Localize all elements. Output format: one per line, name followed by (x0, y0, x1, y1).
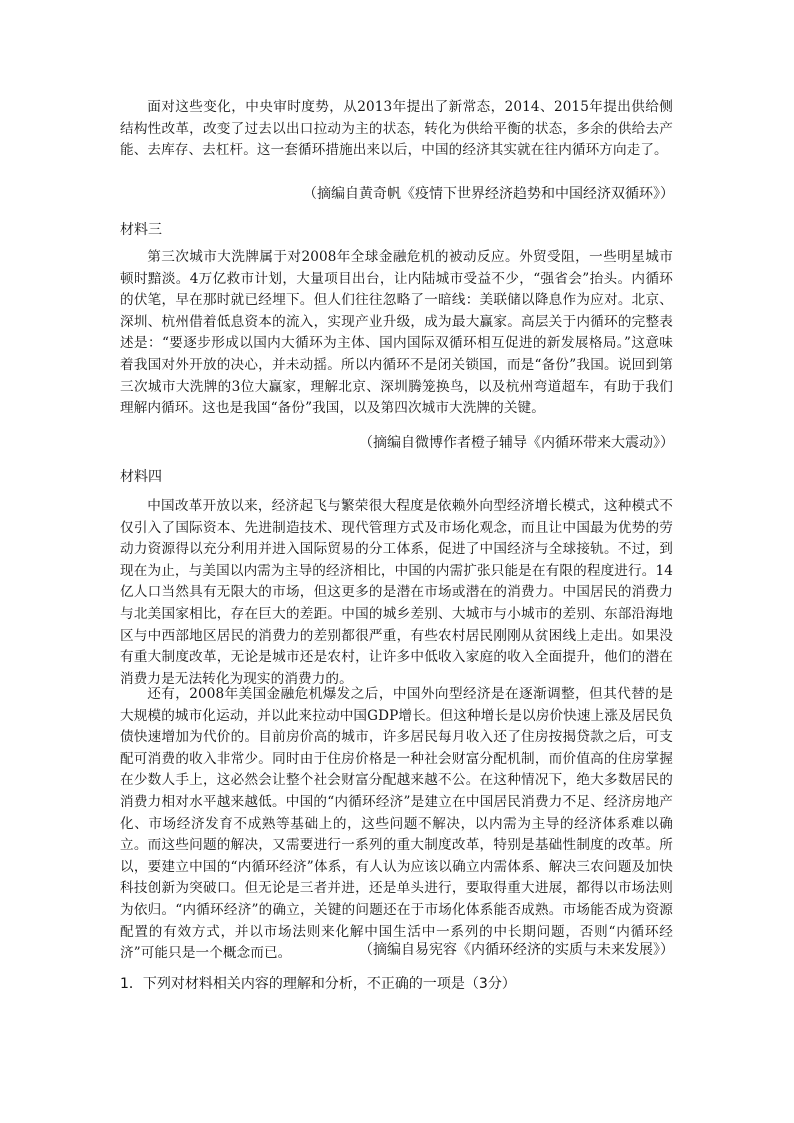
paragraph-4: 还有，2008年美国金融危机爆发之后，中国外向型经济是在逐渐调整，但其代替的是大规模的城市化运动，并以此来拉动中国GDP增长。但这种增长是以房价快速上涨及居民负债快速增加为代价的。目前房价高的城市，许多居民每月收入还了住房按揭贷款之后，可支配可消费的收入非常少。同时由于住房价格是一种社会财富分配机制，而价值高的住房掌握在少数人手上，这必然会让整个社会财富分配越来越不公。在这种情况下，绝大多数居民的消费力相对水平越来越低。中国的“内循环经济”是建立在中国居民消费力不足、经济房地产化、市场经济发育不成熟等基础上的，这些问题不解决，以内需为主导的经济体系难以确立。而这些问题的解决，又需要进行一系列的重大制度改革，特别是基础性制度的改革。所以，要建立中国的“内循环经济”体系，有人认为应该以确立内需体系、解决三农问题及加快科技创新为突破口。但无论是三者并进，还是单头进行，要取得重大进展，都得以市场法则为依归。“内循环经济”的确立，关键的问题还在于市场化体系能否成熟。市场能否成为资源配置的有效方式，并以市场法则来化解中国生活中一系列的中长期问题，否则“内循环经济”可能只是一个概念而已。 (120, 686, 673, 962)
paragraph-2: 第三次城市大洗牌属于对2008年全球金融危机的被动反应。外贸受阻，一些明星城市顿时黯淡。4万亿救市计划，大量项目出台，让内陆城市受益不少，“强省会”抬头。内循环的伏笔，早在那时就已经埋下。但人们往往忽略了一暗线：美联储以降息作为应对。北京、深圳、杭州借着低息资本的流入，实现产业升级，成为最大赢家。高层关于内循环的完整表述是：“要逐步形成以国内大循环为主体、国内国际双循环相互促进的新发展格局。”这意味着我国对外开放的决心，并未动摇。所以内循环不是闭关锁国，而是“备份”我国。说回到第三次城市大洗牌的3位大赢家，理解北京、深圳腾笼换鸟，以及杭州弯道超车，有助于我们理解内循环。这也是我国“备份”我国，以及第四次城市大洗牌的关键。 (120, 249, 673, 417)
source-citation-2: （摘编自微博作者橙子辅导《内循环带来大震动》） (359, 435, 674, 451)
question-1: 1．下列对材料相关内容的理解和分析，不正确的一项是（3分） (120, 976, 516, 992)
source-citation-3: （摘编自易宪容《内循环经济的实质与未来发展》） (359, 942, 674, 958)
paragraph-1: 面对这些变化，中央审时度势，从2013年提出了新常态，2014、2015年提出供给侧结构性改革，改变了过去以出口拉动为主的状态，转化为供给平衡的状态，多余的供给去产能、去库存、去杠杆。这一套循环措施出来以后，中国的经济其实就在往内循环方向走了。 (120, 99, 673, 159)
section-heading-3: 材料三 (120, 222, 162, 238)
section-heading-4: 材料四 (120, 469, 162, 485)
source-citation-1: （摘编自黄奇帆《疫情下世界经济趋势和中国经济双循环》） (303, 186, 674, 202)
paragraph-3: 中国改革开放以来，经济起飞与繁荣很大程度是依赖外向型经济增长模式，这种模式不仅引入了国际资本、先进制造技术、现代管理方式及市场化观念，而且让中国最为优势的劳动力资源得以充分利用并进入国际贸易的分工体系，促进了中国经济与全球接轨。不过，到现在为止，与美国以内需为主导的经济相比，中国的内需扩张只能是在有限的程度进行。14亿人口当然具有无限大的市场，但这更多的是潜在市场或潜在的消费力。中国居民的消费力与北美国家相比，存在巨大的差距。中国的城乡差别、大城市与小城市的差别、东部沿海地区与中西部地区居民的消费力的差别都很严重，有些农村居民刚刚从贫困线上走出。如果没有重大制度改革，无论是城市还是农村，让许多中低收入家庭的收入全面提升，他们的潜在消费力是无法转化为现实的消费力的。 (120, 498, 673, 687)
